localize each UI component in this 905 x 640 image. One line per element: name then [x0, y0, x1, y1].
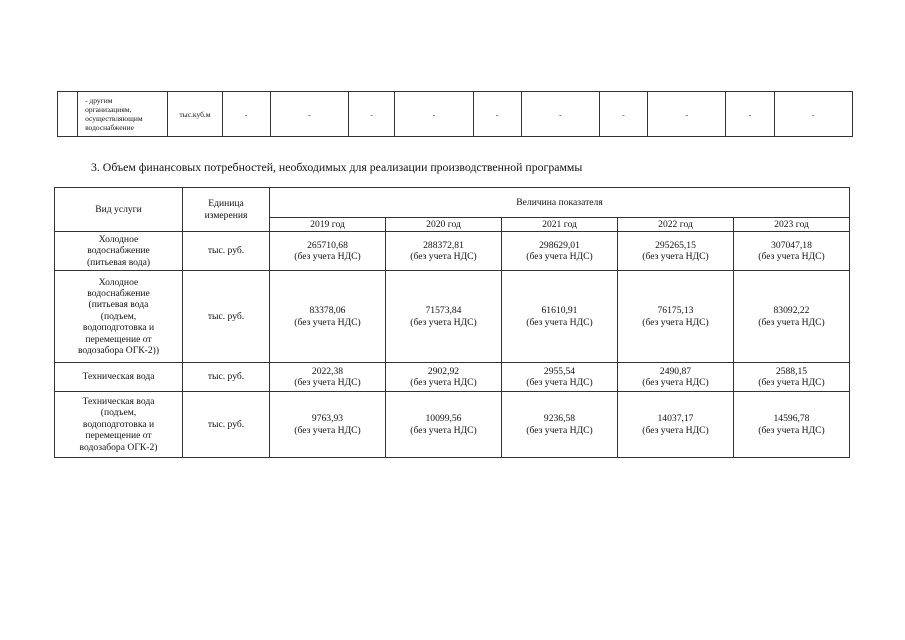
value: 288372,81 — [423, 239, 464, 251]
service-line: (подъем, — [100, 407, 137, 419]
header-year: 2021 год — [502, 218, 618, 232]
value-cell: - — [349, 92, 395, 137]
value-note: (без учета НДС) — [758, 377, 825, 388]
value-note: (без учета НДС) — [526, 251, 593, 262]
value: 2490,87 — [659, 365, 692, 377]
header-unit — [183, 188, 270, 232]
unit-cell: тыс. руб. — [183, 363, 270, 392]
value: 61610,91 — [541, 305, 578, 317]
value-cell — [386, 232, 502, 271]
top-fragment-table — [57, 91, 853, 137]
service-line: водоподготовка и — [82, 418, 155, 430]
header-year: 2022 год — [618, 218, 734, 232]
value-cell — [618, 392, 734, 458]
value: 76175,13 — [657, 305, 694, 317]
value-cell — [734, 271, 850, 363]
value-cell — [270, 232, 386, 271]
value-cell — [618, 271, 734, 363]
service-line: Холодное — [98, 233, 139, 245]
header-indicator: Величина показателя — [270, 188, 850, 218]
service-line: (питьевая вода) — [86, 256, 151, 268]
header-year: 2019 год — [270, 218, 386, 232]
unit-cell: тыс.куб.м — [168, 92, 222, 137]
value-cell — [270, 271, 386, 363]
value-note: (без учета НДС) — [526, 424, 593, 436]
value-note: (без учета НДС) — [294, 251, 361, 262]
table-row — [55, 232, 850, 271]
service-line: Техническая вода — [82, 371, 155, 383]
value-cell: - — [726, 92, 774, 137]
table-row — [58, 92, 853, 137]
value-note: (без учета НДС) — [642, 316, 709, 328]
value: 2022,38 — [311, 365, 344, 377]
service-line: Техническая вода — [82, 395, 155, 407]
empty-cell — [58, 92, 78, 137]
row-name-line: водоснабжение — [85, 123, 134, 132]
value: 83378,06 — [309, 305, 346, 317]
value-note: (без учета НДС) — [642, 377, 709, 388]
value-note: (без учета НДС) — [526, 377, 593, 388]
value-cell: - — [521, 92, 599, 137]
value: 14037,17 — [657, 413, 694, 425]
value-cell — [502, 232, 618, 271]
value-cell — [502, 363, 618, 392]
value-cell — [270, 392, 386, 458]
value-note: (без учета НДС) — [410, 316, 477, 328]
service-cell — [55, 271, 183, 363]
value-cell — [386, 363, 502, 392]
header-service: Вид услуги — [55, 188, 183, 232]
header-unit-line: измерения — [204, 209, 248, 221]
value: 2955,54 — [543, 365, 576, 377]
value-cell — [618, 363, 734, 392]
value-cell — [502, 392, 618, 458]
service-cell — [55, 392, 183, 458]
service-cell — [55, 232, 183, 271]
value-note: (без учета НДС) — [410, 377, 477, 388]
value-note: (без учета НДС) — [294, 316, 361, 328]
value: 298629,01 — [539, 239, 580, 251]
value: 295265,15 — [655, 239, 696, 251]
service-line: (питьевая вода — [88, 299, 149, 311]
value-note: (без учета НДС) — [526, 316, 593, 328]
value: 307047,18 — [771, 239, 812, 251]
service-line: (подъем, — [100, 310, 137, 322]
value-cell: - — [222, 92, 270, 137]
table-row — [55, 363, 850, 392]
row-name-line: осуществляющим — [85, 114, 143, 123]
value: 265710,68 — [307, 239, 348, 251]
value-cell — [734, 232, 850, 271]
value: 2588,15 — [775, 365, 808, 377]
value-note: (без учета НДС) — [294, 377, 361, 388]
value-cell: - — [774, 92, 852, 137]
header-unit-line: Единица — [208, 198, 244, 210]
value: 14596,78 — [773, 413, 810, 425]
service-line: водоподготовка и — [82, 322, 155, 334]
value: 2902,92 — [427, 365, 460, 377]
value-cell — [270, 363, 386, 392]
service-line: водозабора ОГК-2)) — [77, 345, 160, 357]
value-note: (без учета НДС) — [642, 251, 709, 262]
value-cell — [502, 271, 618, 363]
value-cell — [386, 271, 502, 363]
value-note: (без учета НДС) — [294, 424, 361, 436]
row-name-cell — [78, 92, 168, 137]
header-year: 2020 год — [386, 218, 502, 232]
value-cell — [386, 392, 502, 458]
value: 71573,84 — [425, 305, 462, 317]
service-line: перемещение от — [85, 430, 152, 442]
value: 83092,22 — [773, 305, 810, 317]
value-note: (без учета НДС) — [410, 424, 477, 436]
value-note: (без учета НДС) — [758, 316, 825, 328]
table-row — [55, 392, 850, 458]
value: 9763,93 — [311, 413, 344, 425]
service-line: Холодное — [98, 276, 139, 288]
value-cell: - — [270, 92, 348, 137]
row-name-line: - другим — [85, 96, 113, 105]
value-cell — [734, 392, 850, 458]
value-cell: - — [395, 92, 473, 137]
value: 9236,58 — [543, 413, 576, 425]
unit-cell: тыс. руб. — [183, 392, 270, 458]
value-note: (без учета НДС) — [758, 251, 825, 262]
table-row — [55, 271, 850, 363]
value-note: (без учета НДС) — [758, 424, 825, 436]
value-cell — [734, 363, 850, 392]
value-cell: - — [599, 92, 647, 137]
value: 10099,56 — [425, 413, 462, 425]
financial-needs-table — [54, 187, 850, 458]
row-name-line: организациям, — [85, 105, 132, 114]
header-year: 2023 год — [734, 218, 850, 232]
header-row — [55, 188, 850, 218]
value-cell: - — [473, 92, 521, 137]
value-cell — [618, 232, 734, 271]
service-line: водозабора ОГК-2) — [79, 441, 158, 453]
service-cell — [55, 363, 183, 392]
value-note: (без учета НДС) — [642, 424, 709, 436]
service-line: водоснабжение — [87, 287, 150, 299]
unit-cell: тыс. руб. — [183, 232, 270, 271]
service-line: перемещение от — [85, 333, 152, 345]
section-heading: 3. Объем финансовых потребностей, необходимых для реализации производственной программы — [91, 160, 583, 174]
unit-cell: тыс. руб. — [183, 271, 270, 363]
value-note: (без учета НДС) — [410, 251, 477, 262]
service-line: водоснабжение — [87, 245, 150, 257]
value-cell: - — [648, 92, 726, 137]
